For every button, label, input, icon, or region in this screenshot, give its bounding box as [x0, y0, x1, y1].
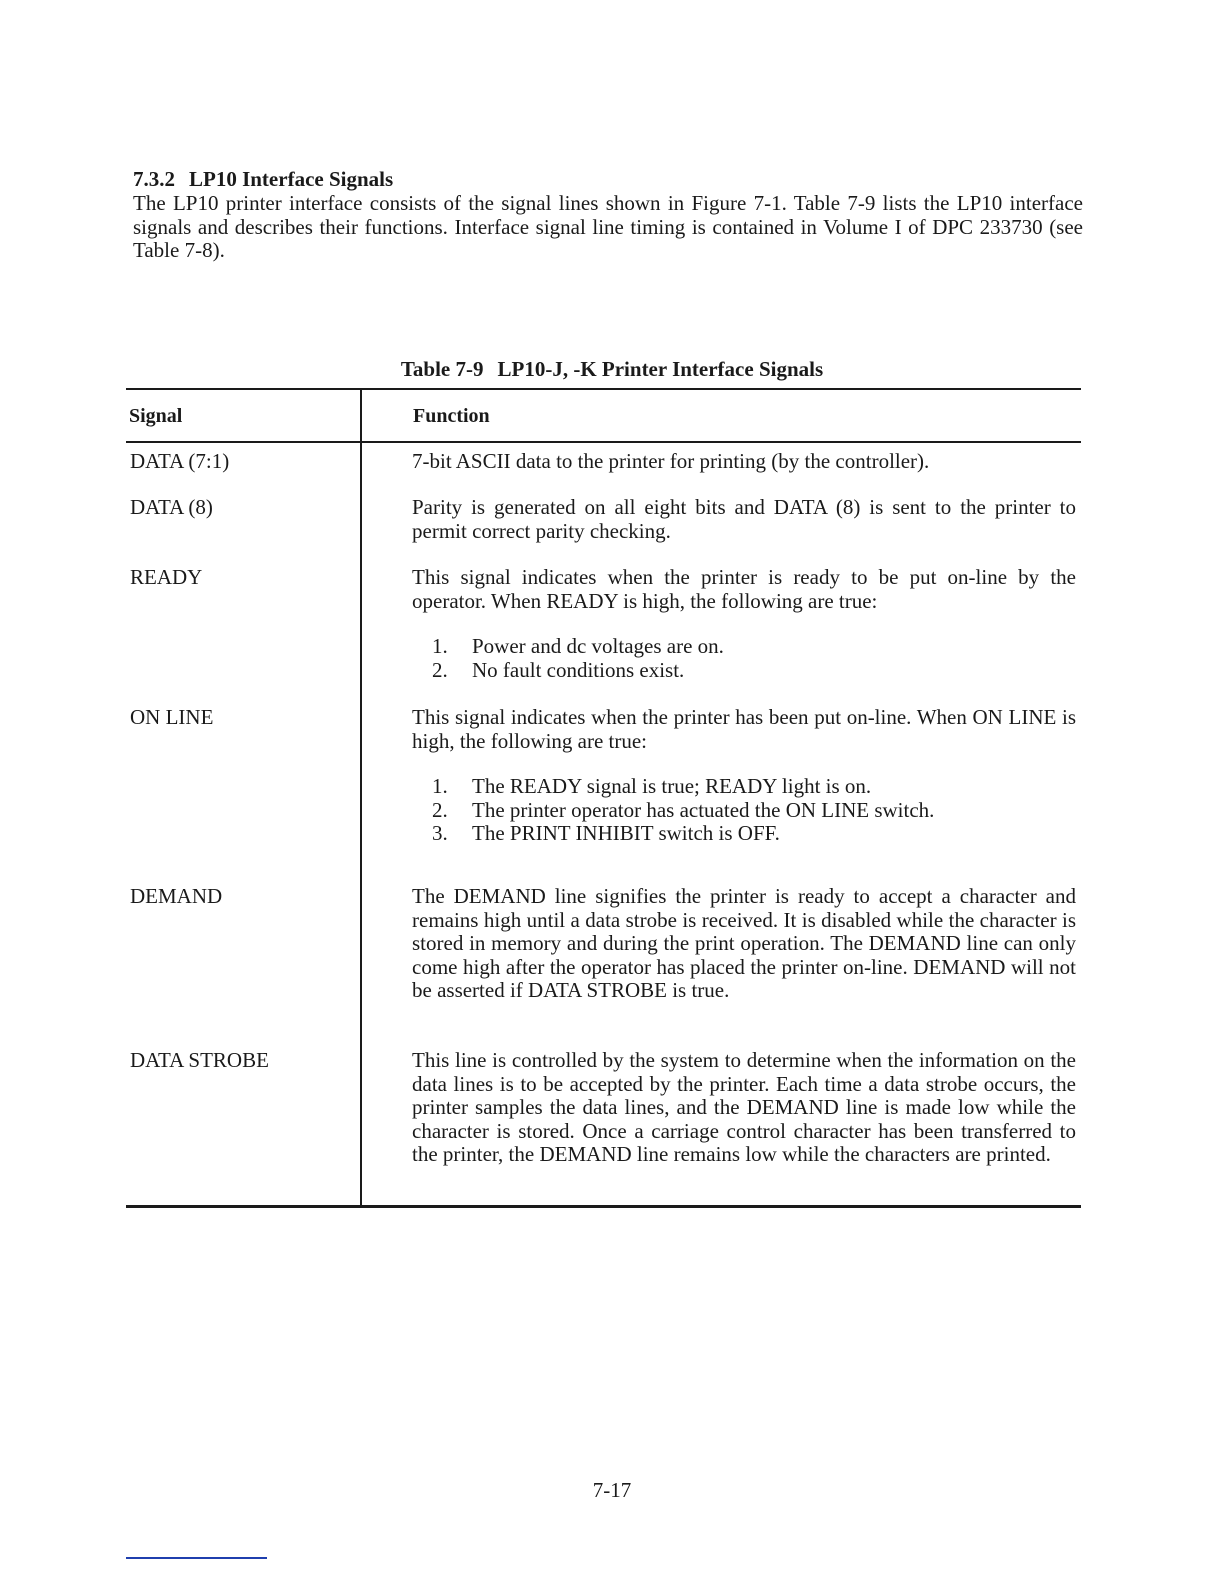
- signal-function: [412, 566, 1076, 682]
- list-item: [412, 775, 1076, 799]
- signal-name: READY: [130, 565, 203, 589]
- list-item: [412, 635, 1076, 659]
- section-heading: [133, 166, 1083, 192]
- list-item-text: The READY signal is true; READY light is on.: [472, 774, 872, 798]
- condition-list: [412, 775, 1076, 846]
- function-text: 7-bit ASCII data to the printer for printing (by the controller).: [412, 449, 930, 473]
- function-text: Parity is generated on all eight bits and DATA (8) is sent to the printer to permit correct parity checking.: [412, 495, 1076, 543]
- list-item-text: Power and dc voltages are on.: [472, 634, 724, 658]
- signal-name: ON LINE: [130, 705, 214, 729]
- signals-table: [126, 388, 1081, 1208]
- list-item: [412, 822, 1076, 846]
- header-function: Function: [413, 405, 490, 427]
- function-text: This line is controlled by the system to determine when the information on the data lines is to be accepted by the printer. Each time a data strobe occurs, the printer samples the data lines, and the DEMAND line is made low while the character is stored. Once a carriage control character has been transferred to the printer, the DEMAND line remains low while the characters are printed.: [412, 1048, 1076, 1166]
- table-top-rule: [126, 388, 1081, 390]
- signal-name: DATA (8): [130, 495, 213, 519]
- list-item-number: 3.: [432, 821, 448, 845]
- list-item-text: The printer operator has actuated the ON LINE switch.: [472, 797, 935, 822]
- list-item: [412, 799, 1076, 823]
- signal-function: [412, 1049, 1076, 1167]
- table-header-rule: [126, 441, 1081, 443]
- section-7-3-2: [133, 166, 1083, 263]
- list-item-number: 2.: [432, 657, 448, 682]
- signal-name: DATA (7:1): [130, 449, 230, 473]
- header-signal: Signal: [129, 405, 183, 427]
- list-item-text: No fault conditions exist.: [472, 657, 685, 682]
- function-text: This signal indicates when the printer has been put on-line. When ON LINE is high, the following are true:: [412, 705, 1076, 753]
- signal-function: [412, 885, 1076, 1003]
- list-item-number: 1.: [432, 634, 448, 658]
- signal-name: DATA STROBE: [130, 1048, 269, 1072]
- section-paragraph: The LP10 printer interface consists of the signal lines shown in Figure 7-1. Table 7-9 lists the LP10 interface signals and describes their functions. Interface signal line timing is contained in Volume I of DPC 233730 (see Table 7-8).: [133, 191, 1083, 262]
- section-title: LP10 Interface Signals: [189, 167, 394, 191]
- condition-list: [412, 635, 1076, 682]
- footnote-rule: [126, 1557, 267, 1559]
- table-bottom-rule: [126, 1205, 1081, 1208]
- list-item-text: The PRINT INHIBIT switch is OFF.: [472, 821, 780, 845]
- page-number: 7-17: [592, 1478, 632, 1502]
- signal-name: DEMAND: [130, 884, 223, 908]
- table-caption: [0, 356, 1224, 382]
- list-item: [412, 659, 1076, 683]
- list-item-number: 1.: [432, 774, 448, 798]
- function-text: The DEMAND line signifies the printer is ready to accept a character and remains high until a data strobe is received. It is disabled while the character is stored in memory and during the print operation. The DEMAND line can only come high after the operator has placed the printer on-line. DEMAND will not be asserted if DATA STROBE is true.: [412, 884, 1076, 1002]
- signal-function: [412, 450, 1076, 474]
- function-text: This signal indicates when the printer is ready to be put on-line by the operator. When READY is high, the following are true:: [412, 565, 1076, 613]
- signal-function: [412, 706, 1076, 846]
- table-label: Table 7-9: [400, 357, 484, 381]
- table-title: LP10-J, -K Printer Interface Signals: [497, 357, 824, 381]
- table-column-divider: [360, 388, 362, 1208]
- list-item-number: 2.: [432, 797, 448, 822]
- section-number: 7.3.2: [133, 167, 175, 191]
- signal-function: [412, 496, 1076, 543]
